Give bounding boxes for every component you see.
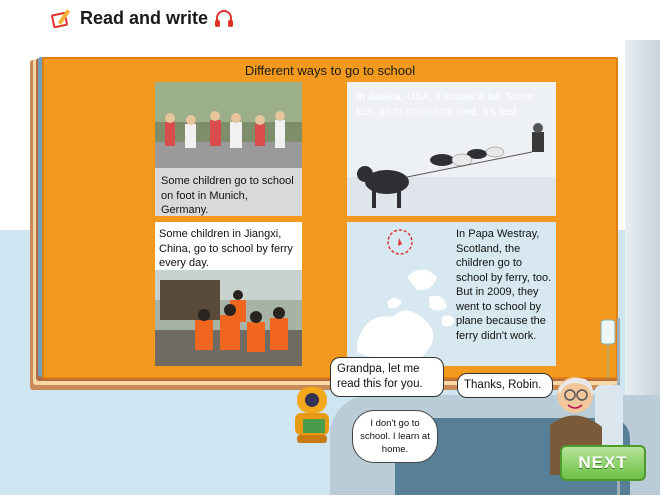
card-caption-alaska: In Alaska, USA, it snows a lot. Some kids go to school by sled. It's fast. — [356, 91, 534, 118]
card-caption-papa-westray: In Papa Westray, Scotland, the children go to school by ferry, too. But in 2009, they went to school by plane because the ferry didn't work. — [456, 228, 552, 342]
photo-ferry-children — [155, 270, 302, 366]
speech-bubble-grandpa — [457, 373, 553, 398]
photo-walking-children — [155, 82, 302, 168]
headphones-icon[interactable] — [213, 8, 235, 30]
thought-text-robot: I don't go to school. I learn at home. — [360, 418, 430, 455]
speech-text-grandpa: Thanks, Robin. — [464, 379, 542, 391]
speech-text-robin: Grandpa, let me read this for you. — [337, 363, 423, 390]
card-caption-jiangxi: Some children in Jiangxi, China, go to school by ferry every day. — [159, 228, 293, 269]
thought-bubble-robot — [352, 410, 438, 463]
card-caption-munich: Some children go to school on foot in Munich, Germany. — [161, 175, 294, 216]
pencil-book-icon — [50, 8, 74, 30]
page-title: Read and write — [80, 8, 209, 28]
board-title: Different ways to go to school — [244, 63, 416, 78]
next-button[interactable]: NEXT — [560, 445, 646, 481]
speech-bubble-robin — [330, 357, 444, 397]
